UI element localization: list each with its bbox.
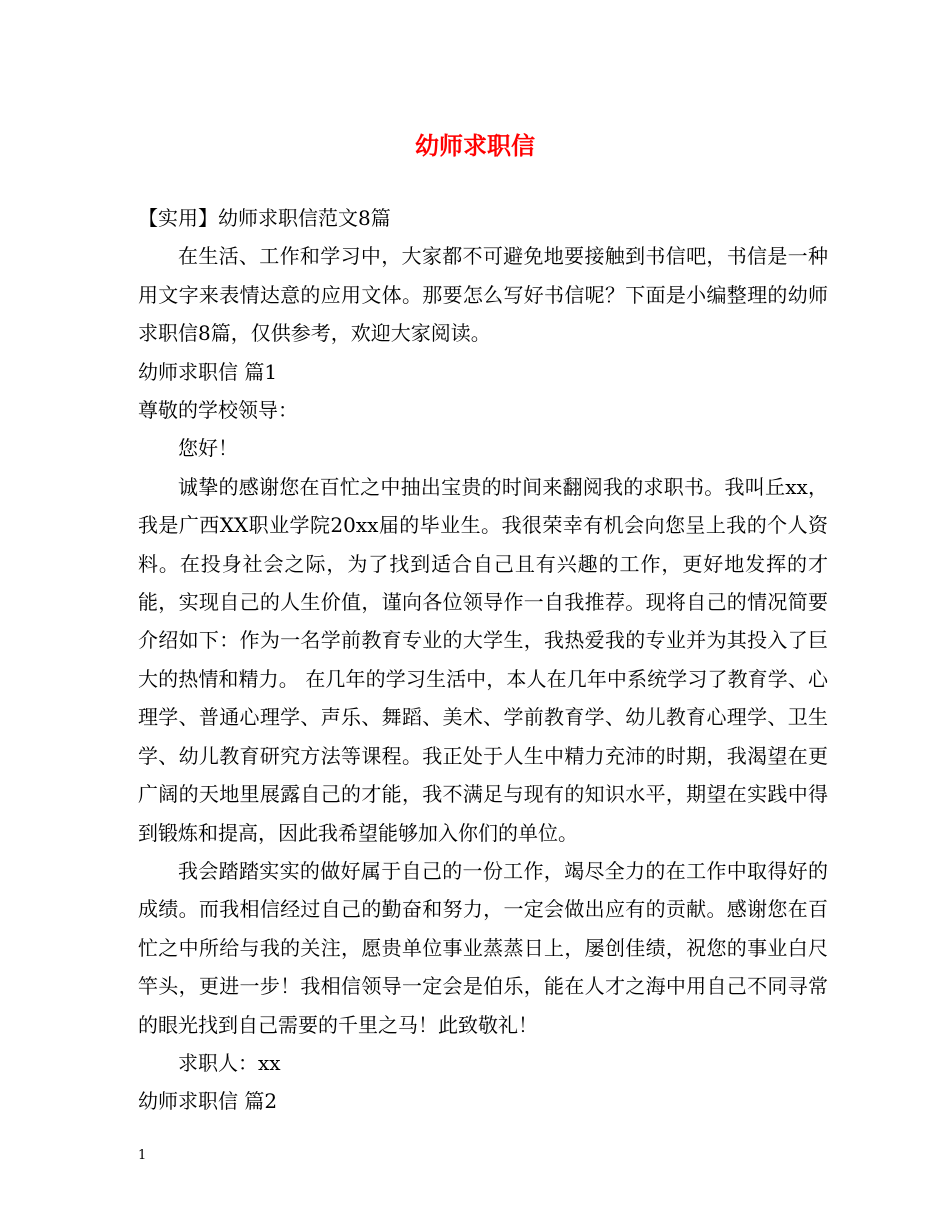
document-body: [138, 199, 828, 1121]
section-title-2: 幼师求职信 篇2: [138, 1089, 278, 1114]
body-paragraph-2: 我会踏踏实实的做好属于自己的一份工作，竭尽全力的在工作中取得好的成绩。而我相信经过自己的勤奋和努力，一定会做出应有的贡献。感谢您在百忙之中所给与我的关注，愿贵单位事业蒸蒸日上，屡创佳绩，祝您的事业白尺竿头，更进一步！我相信领导一定会是伯乐，能在人才之海中用自己不同寻常的眼光找到自己需要的千里之马！此致敬礼！: [138, 858, 828, 1037]
document-title: 幼师求职信: [415, 131, 535, 160]
salutation: 尊敬的学校领导：: [138, 398, 298, 423]
greeting: 您好！: [178, 436, 238, 461]
intro-paragraph: 在生活、工作和学习中，大家都不可避免地要接触到书信吧，书信是一种用文字来表情达意的应用文体。那要怎么写好书信呢？下面是小编整理的幼师求职信8篇，仅供参考，欢迎大家阅读。: [138, 244, 828, 346]
section-title-1: 幼师求职信 篇1: [138, 359, 278, 384]
article-heading: 【实用】幼师求职信范文8篇: [138, 206, 391, 230]
signature: 求职人：xx: [178, 1050, 281, 1075]
body-paragraph-1: 诚挚的感谢您在百忙之中抽出宝贵的时间来翻阅我的求职书。我叫丘xx，我是广西XX职业学院20xx届的毕业生。我很荣幸有机会向您呈上我的个人资料。在投身社会之际，为了找到适合自己且有兴趣的工作，更好地发挥的才能，实现自己的人生价值，谨向各位领导作一自我推荐。现将自己的情况简要介绍如下：作为一名学前教育专业的大学生，我热爱我的专业并为其投入了巨大的热情和精力。 在几年的学习生活中，本人在几年中系统学习了教育学、心理学、普通心理学、声乐、舞蹈、美术、学前教育学、幼儿教育心理学、卫生学、幼儿教育研究方法等课程。我正处于人生中精力充沛的时期，我渴望在更广阔的天地里展露自己的才能，我不满足与现有的知识水平，期望在实践中得到锻炼和提高，因此我希望能够加入你们的单位。: [138, 474, 828, 845]
page-number: 1: [138, 1148, 147, 1163]
